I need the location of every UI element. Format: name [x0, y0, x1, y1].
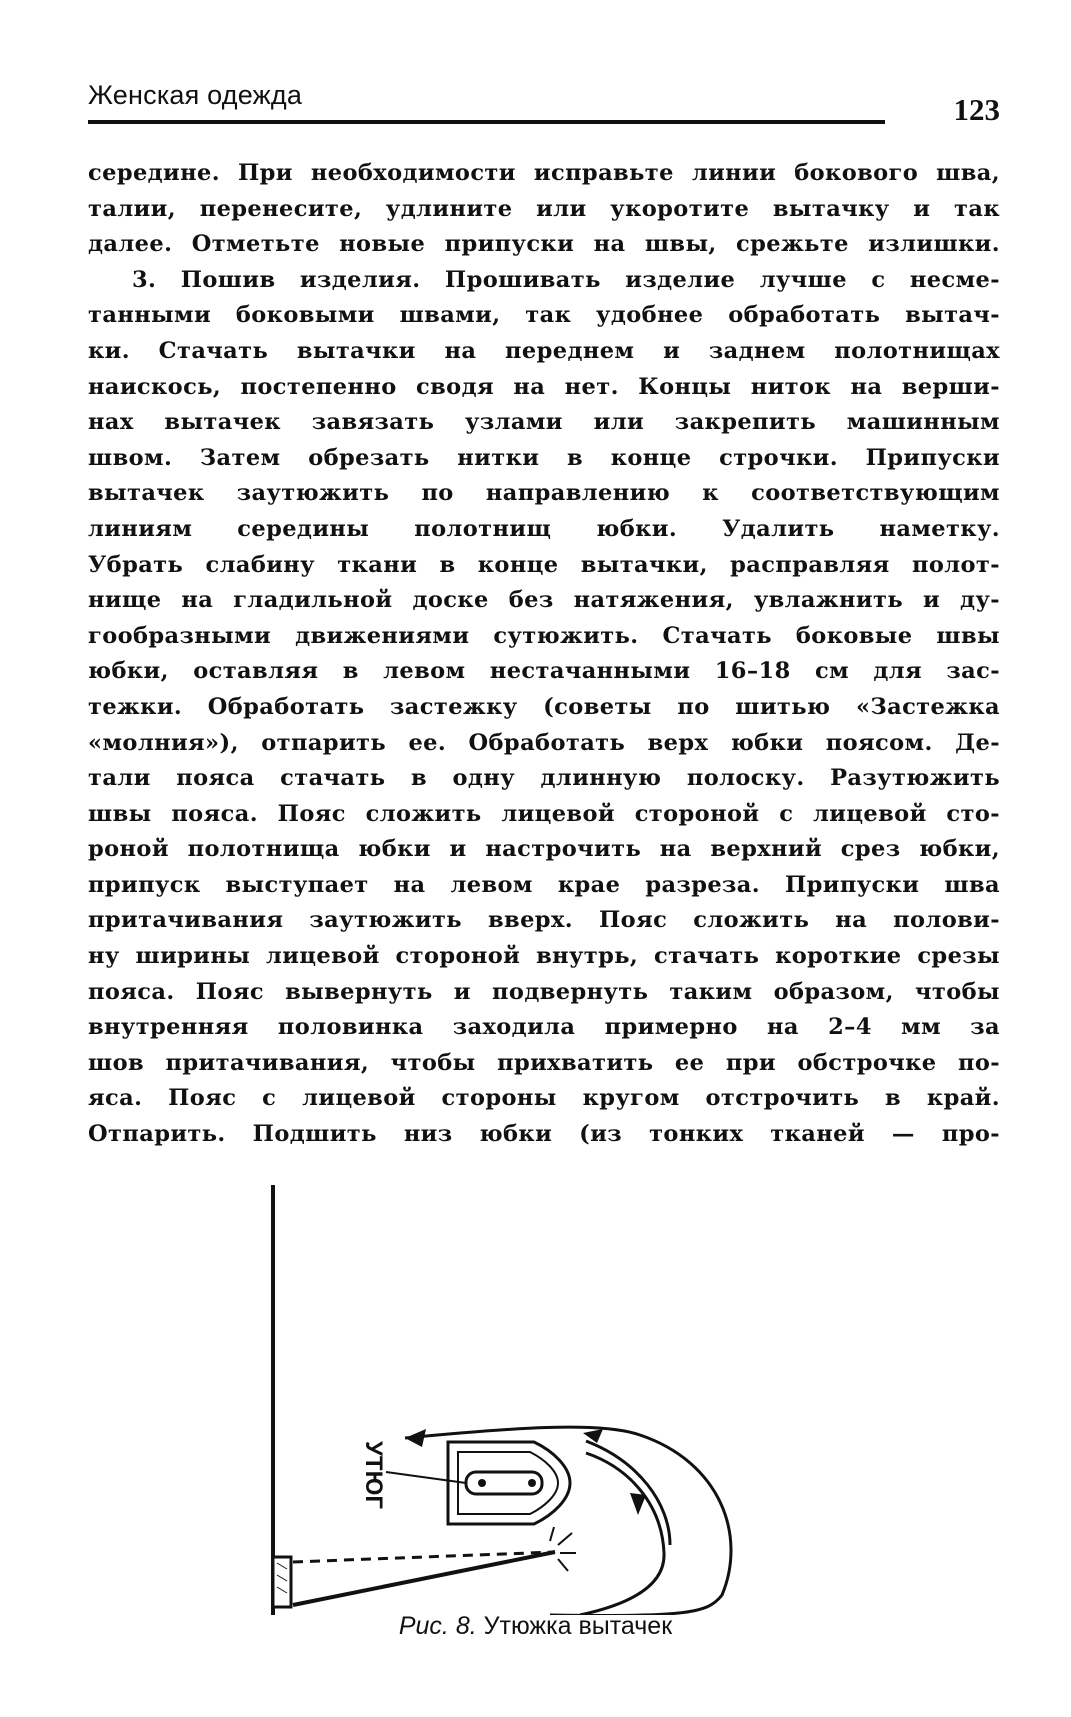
text-line: притачивания заутюжить вверх. Пояс сложить на полови- — [88, 907, 1000, 934]
text-line: швом. Затем обрезать нитки в конце строчки. Припуски — [88, 444, 1000, 471]
text-line: тежки. Обработать застежку (советы по шитью «Застежка — [88, 693, 1000, 720]
ironing-diagram — [250, 1185, 810, 1615]
chapter-title: Женская одежда — [88, 80, 303, 110]
text-line: припуск выступает на левом крае разреза. Припуски шва — [88, 871, 1000, 898]
text-line: ки. Стачать вытачки на переднем и заднем полотнищах — [88, 337, 1000, 364]
text-line: роной полотнища юбки и настрочить на верхний срез юбки, — [88, 836, 1000, 863]
text-line: танными боковыми швами, так удобнее обработать вытач- — [88, 302, 1000, 329]
arrow-left-icon — [405, 1429, 426, 1447]
text-line: юбки, оставляя в левом нестачанными 16–18 см для зас- — [88, 658, 1000, 685]
arrow-down-icon — [630, 1493, 646, 1515]
text-line: наискось, постепенно сводя на нет. Концы ниток на верши- — [88, 373, 1000, 400]
text-line: Отпарить. Подшить низ юбки (из тонких тканей — про- — [88, 1121, 1000, 1148]
text-line: нище на гладильной доске без натяжения, увлажнить и ду- — [88, 587, 1000, 614]
body-text — [88, 156, 1000, 1153]
text-line: далее. Отметьте новые припуски на швы, срежьте излишки. — [88, 231, 1000, 258]
text-line: тали пояса стачать в одну длинную полоску. Разутюжить — [88, 765, 1000, 792]
header-rule — [88, 120, 885, 124]
text-line: шов притачивания, чтобы прихватить ее при обстрочке по- — [88, 1049, 1000, 1076]
running-header — [88, 72, 1000, 132]
text-line: линиям середины полотнищ юбки. Удалить наметку. — [88, 515, 1000, 542]
text-line: нах вытачек завязать узлами или закрепить машинным — [88, 409, 1000, 436]
caption-label: Рис. 8. — [398, 1612, 477, 1640]
iron-label: УТЮГ — [360, 1441, 387, 1509]
fabric-block — [273, 1557, 291, 1607]
text-line: вытачек заутюжить по направлению к соответствующим — [88, 480, 1000, 507]
caption-text: Утюжка вытачек — [483, 1612, 673, 1640]
arrow-right-icon — [583, 1429, 603, 1443]
page-number: 123 — [953, 92, 1000, 127]
text-line: середине. При необходимости исправьте линии бокового шва, — [88, 160, 1000, 186]
iron-icon — [448, 1442, 570, 1524]
text-line: Убрать слабину ткани в конце вытачки, расправляя полот- — [88, 551, 1000, 578]
text-line: «молния»), отпарить ее. Обработать верх юбки поясом. Де- — [88, 729, 1000, 756]
text-line: гообразными движениями сутюжить. Стачать боковые швы — [88, 622, 1000, 649]
inner-arc — [580, 1453, 664, 1615]
figure-caption — [0, 1612, 1071, 1641]
text-line: ну ширины лицевой стороной внутрь, стачать короткие срезы — [88, 943, 1000, 970]
text-line: талии, перенесите, удлините или укоротите вытачку и так — [88, 195, 1000, 222]
figure-ironing-darts — [250, 1185, 810, 1615]
text-line: пояса. Пояс вывернуть и подвернуть таким образом, чтобы — [88, 978, 1000, 1005]
text-line: внутренняя половинка заходила примерно на 2–4 мм за — [88, 1014, 1000, 1041]
text-line: швы пояса. Пояс сложить лицевой стороной с лицевой сто- — [88, 800, 1000, 827]
text-line: яса. Пояс с лицевой стороны кругом отстрочить в край. — [88, 1085, 1000, 1112]
text-line: 3. Пошив изделия. Прошивать изделие лучше с несме- — [132, 266, 1000, 293]
